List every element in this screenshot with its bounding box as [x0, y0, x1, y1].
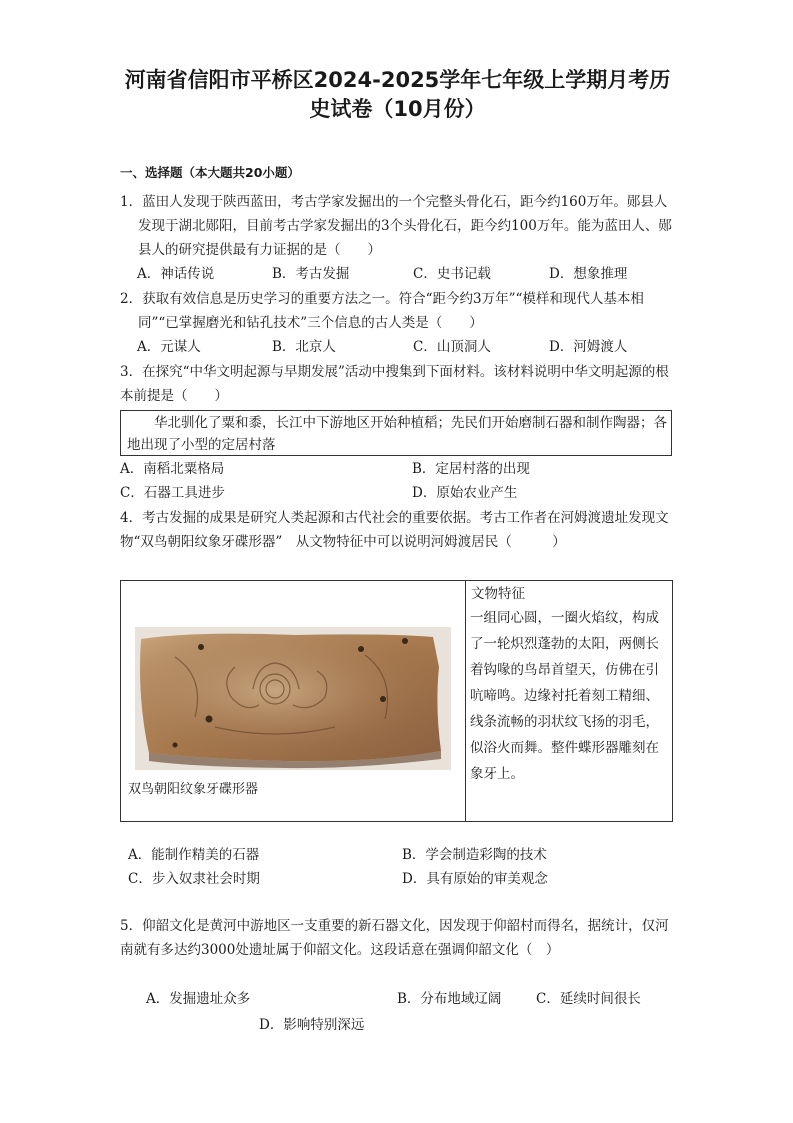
q3-option-c[interactable]: C．石器工具进步	[120, 485, 225, 501]
table-divider	[465, 581, 466, 821]
artifact-feature-text: 一组同心圆，一圈火焰纹，构成了一轮炽烈蓬勃的太阳，两侧长着钩喙的鸟昂首望天，仿佛在引吭啼鸣。边缘衬托着刻工精细、线条流畅的羽状纹飞扬的羽毛，似浴火而舞。整件蝶形器雕刻在象牙上。	[470, 610, 659, 782]
q1-option-c[interactable]: C．史书记载	[413, 266, 491, 282]
q4-option-d[interactable]: D．具有原始的审美观念	[402, 871, 548, 887]
question-2	[120, 287, 676, 335]
q4-option-a[interactable]: A．能制作精美的石器	[128, 847, 260, 863]
q5-option-c[interactable]: C．延续时间很长	[536, 991, 641, 1007]
q2-option-d[interactable]: D．河姆渡人	[549, 339, 628, 355]
q3-option-b[interactable]: B．定居村落的出现	[412, 461, 530, 477]
question-4	[120, 506, 676, 554]
question-1-stem: 1．蓝田人发现于陕西蓝田，考古学家发掘出的一个完整头骨化石，距今约160万年。郧县人发现于湖北郧阳，目前考古学家发掘出的3个头骨化石，距今约100万年。能为蓝田人、郧县人的研究提供最有力证据的是（ ）	[120, 194, 672, 258]
q4-artifact-table	[120, 580, 673, 822]
question-2-stem: 2．获取有效信息是历史学习的重要方法之一。符合“距今约3万年”“模样和现代人基本相同”“已掌握磨光和钻孔技术”三个信息的古人类是（ ）	[120, 291, 644, 331]
question-3-stem: 3．在探究“中华文明起源与早期发展”活动中搜集到下面材料。该材料说明中华文明起源的根本前提是（ ）	[120, 364, 669, 404]
title-line-2: 史试卷（10月份）	[309, 97, 486, 121]
question-5-stem: 5．仰韶文化是黄河中游地区一支重要的新石器文化，因发现于仰韶村而得名，据统计，仅河南就有多达约3000处遗址属于仰韶文化。这段话意在强调仰韶文化（ ）	[120, 918, 669, 958]
q5-option-b[interactable]: B．分布地域辽阔	[397, 991, 502, 1007]
q1-option-a[interactable]: A．神话传说	[137, 266, 215, 282]
title-line-1: 河南省信阳市平桥区2024-2025学年七年级上学期月考历	[124, 68, 671, 92]
q5-option-d[interactable]: D．影响特别深远	[259, 1017, 365, 1033]
question-1	[120, 190, 676, 262]
q4-option-c[interactable]: C．步入奴隶社会时期	[128, 871, 260, 887]
artifact-caption: 双鸟朝阳纹象牙碟形器	[128, 782, 259, 797]
exam-title	[110, 66, 685, 124]
q1-option-d[interactable]: D．想象推理	[549, 266, 628, 282]
artifact-feature-title: 文物特征	[471, 586, 525, 602]
q3-option-a[interactable]: A．南稻北粟格局	[120, 461, 225, 477]
q3-option-d[interactable]: D．原始农业产生	[412, 485, 518, 501]
q1-option-b[interactable]: B．考古发掘	[272, 266, 350, 282]
q2-option-a[interactable]: A．元谋人	[137, 339, 201, 355]
q2-option-c[interactable]: C．山顶洞人	[413, 339, 491, 355]
q3-material-box: 华北驯化了粟和黍，长江中下游地区开始种植稻；先民们开始磨制石器和制作陶器；各地出现了小型的定居村落	[120, 410, 672, 456]
q4-option-b[interactable]: B．学会制造彩陶的技术	[402, 847, 547, 863]
question-5	[120, 914, 676, 962]
section-heading: 一、选择题（本大题共20小题）	[120, 165, 300, 180]
question-4-stem: 4．考古发掘的成果是研究人类起源和古代社会的重要依据。考古工作者在河姆渡遗址发现文物“双鸟朝阳纹象牙碟形器” 从文物特征中可以说明河姆渡居民（ ）	[120, 510, 669, 550]
ivory-butterfly-artifact-image	[135, 627, 451, 770]
q5-option-a[interactable]: A．发掘遗址众多	[146, 991, 251, 1007]
q2-option-b[interactable]: B．北京人	[272, 339, 336, 355]
question-3	[120, 360, 676, 408]
